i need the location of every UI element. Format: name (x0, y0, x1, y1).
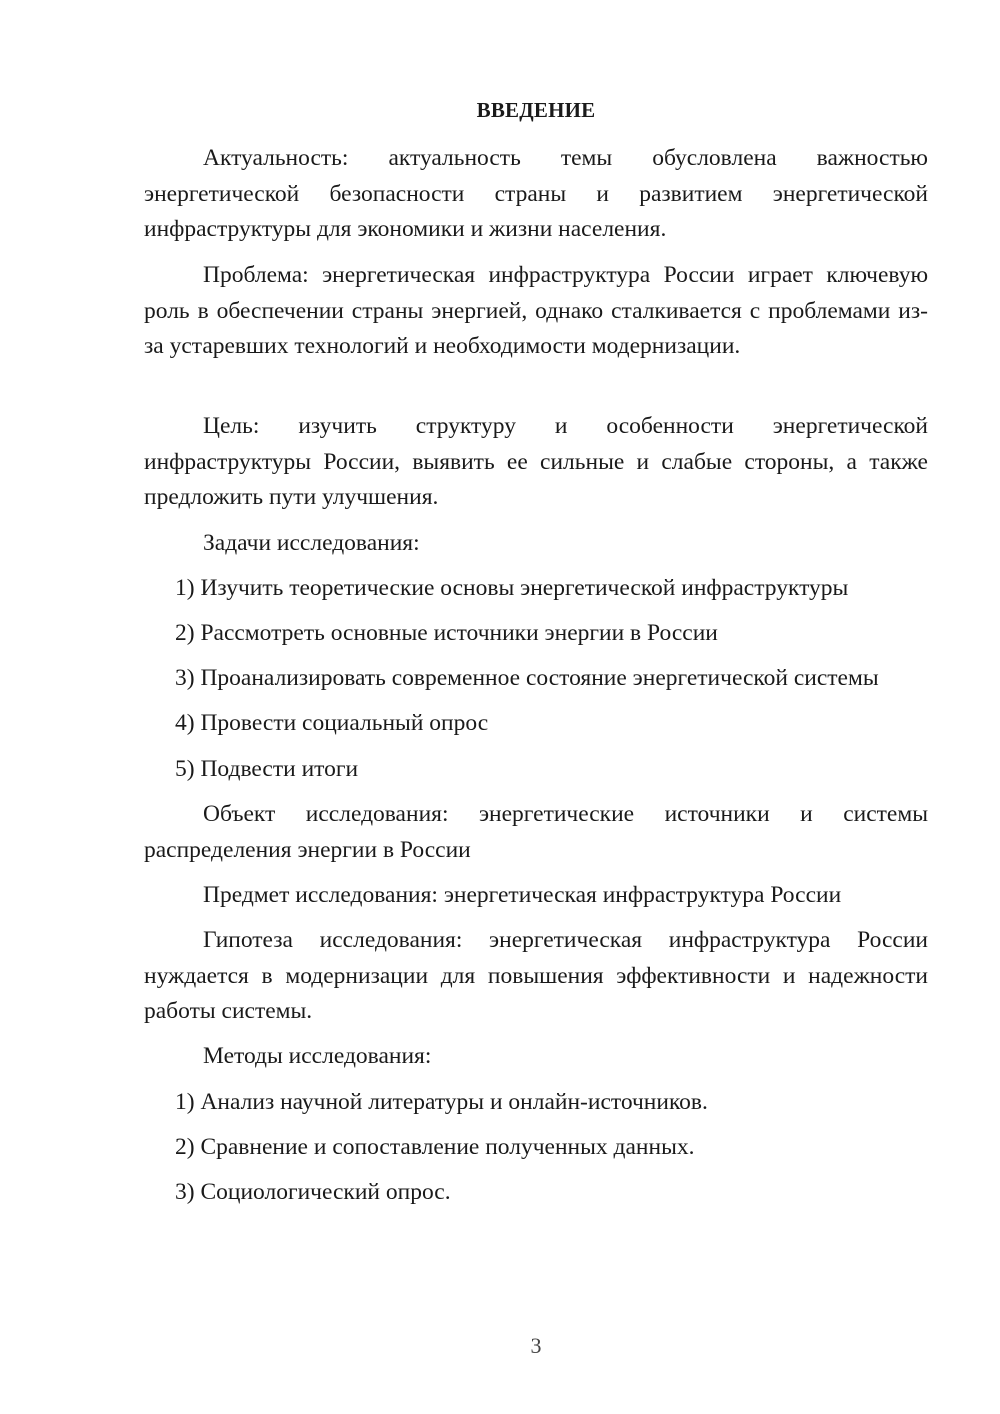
subject-paragraph: Предмет исследования: энергетическая инфраструктура России (203, 882, 842, 908)
goal-paragraph: Цель: изучить структуру и особенности энергетической инфраструктуры России, выявить ее сильные и слабые стороны, а также предложить пути улучшения. (144, 413, 928, 510)
task-item: 3) Проанализировать современное состояние энергетической системы (175, 665, 879, 691)
method-item: 3) Социологический опрос. (175, 1179, 451, 1205)
task-item: 4) Провести социальный опрос (175, 710, 489, 736)
object-paragraph: Объект исследования: энергетические источники и системы распределения энергии в России (144, 801, 928, 863)
methods-heading: Методы исследования: (203, 1043, 432, 1069)
hypothesis-paragraph: Гипотеза исследования: энергетическая инфраструктура России нуждается в модернизации для повышения эффективности и надежности работы системы. (144, 927, 928, 1024)
task-item: 1) Изучить теоретические основы энергетической инфраструктуры (175, 575, 849, 601)
task-item: 5) Подвести итоги (175, 756, 359, 782)
page-number: 3 (530, 1333, 542, 1358)
document-title: ВВЕДЕНИЕ (476, 98, 596, 122)
task-item: 2) Рассмотреть основные источники энергии в России (175, 620, 718, 646)
relevance-paragraph: Актуальность: актуальность темы обусловлена важностью энергетической безопасности страны и развитием энергетической инфраструктуры для экономики и жизни населения. (144, 145, 928, 242)
method-item: 2) Сравнение и сопоставление полученных данных. (175, 1134, 695, 1160)
tasks-heading: Задачи исследования: (203, 530, 420, 556)
problem-paragraph: Проблема: энергетическая инфраструктура России играет ключевую роль в обеспечении страны энергией, однако сталкивается с проблемами из-за устаревших технологий и необходимости модернизации. (144, 262, 928, 359)
method-item: 1) Анализ научной литературы и онлайн-источников. (175, 1089, 708, 1115)
